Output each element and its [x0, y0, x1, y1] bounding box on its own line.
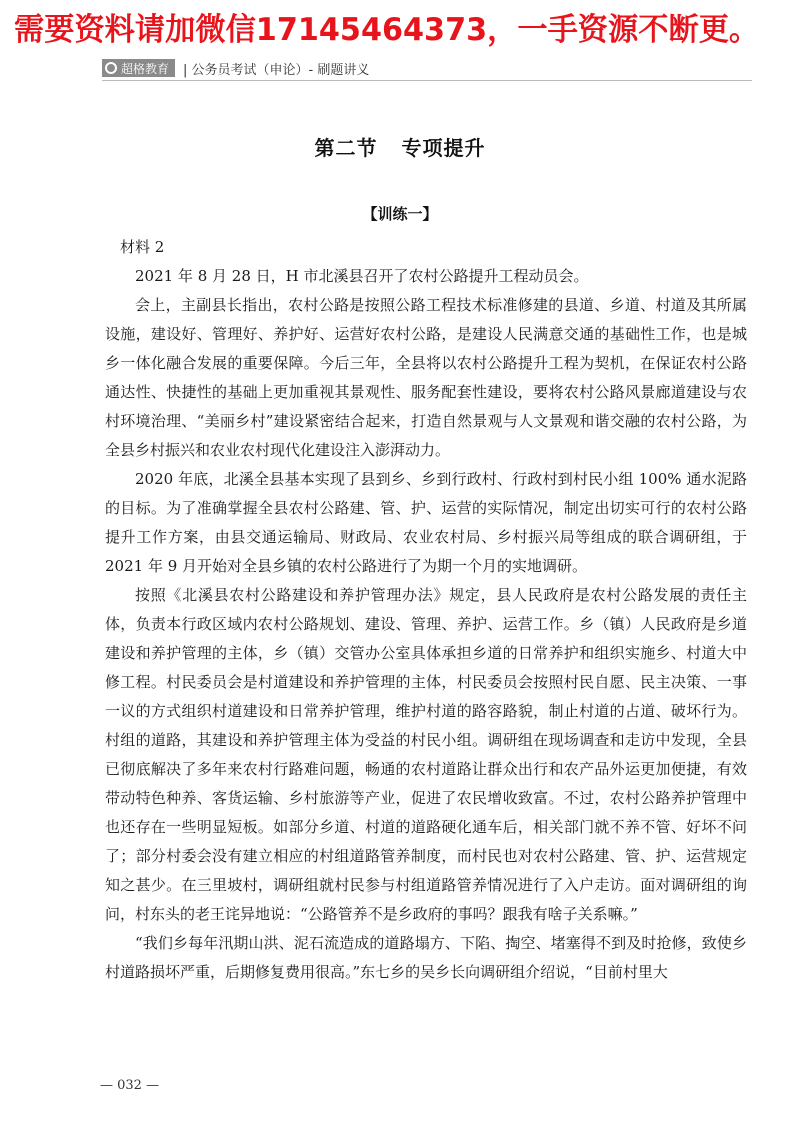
logo-text: 超格教育: [121, 61, 170, 76]
g-circle-icon: [105, 62, 117, 74]
paragraph: “我们乡每年汛期山洪、泥石流造成的道路塌方、下陷、掏空、堵塞得不到及时抢修，致使乡村道路损坏严重，后期修复费用很高。”东七乡的吴乡长向调研组介绍说，“目前村里大: [105, 934, 747, 981]
publisher-logo: [102, 59, 175, 77]
exercise-title: 【训练一】: [362, 205, 438, 223]
paragraph: 按照《北溪县农村公路建设和养护管理办法》规定，县人民政府是农村公路发展的责任主体，负责本行政区域内农村公路规划、建设、管理、养护、运营工作。乡（镇）人民政府是乡道建设和养护管理的主体，乡（镇）交管办公室具体承担乡道的日常养护和组织实施乡、村道大中修工程。村民委员会是村道建设和养护管理的主体，村民委员会按照村民自愿、民主决策、一事一议的方式组织村道建设和日常养护管理，维护村道的路容路貌，制止村道的占道、破坏行为。村组的道路，其建设和养护管理主体为受益的村民小组。调研组在现场调查和走访中发现，全县已彻底解决了多年来农村行路难问题，畅通的农村道路让群众出行和农产品外运更加便捷，有效带动特色种养、客货运输、乡村旅游等产业，促进了农民增收致富。不过，农村公路养护管理中也还存在一些明显短板。如部分乡道、村道的道路硬化通车后，相关部门就不养不管、好坏不问了；部分村委会没有建立相应的村组道路管养制度，而村民也对农村公路建、管、护、运营规定知之甚少。在三里坡村，调研组就村民参与村组道路管养情况进行了入户走访。面对调研组的询问，村东头的老王诧异地说：“公路管养不是乡政府的事吗？跟我有啥子关系嘛。”: [105, 586, 747, 923]
paragraph: 会上，主副县长指出，农村公路是按照公路工程技术标准修建的县道、乡道、村道及其所属设施，建设好、管理好、养护好、运营好农村公路，是建设人民满意交通的基础性工作，也是城乡一体化融合发展的重要保障。今后三年，全县将以农村公路提升工程为契机，在保证农村公路通达性、快捷性的基础上更加重视其景观性、服务配套性建设，要将农村公路风景廊道建设与农村环境治理、“美丽乡村”建设紧密结合起来，打造自然景观与人文景观和谐交融的农村公路，为全县乡村振兴和农业农村现代化建设注入澎湃动力。: [105, 296, 747, 459]
document-body: [105, 233, 747, 987]
header-title: | 公务员考试（申论）- 刷题讲义: [183, 62, 370, 78]
page-number: — 032 —: [100, 1078, 160, 1093]
material-label: 材料 2: [120, 238, 165, 256]
paragraph: 2020 年底，北溪全县基本实现了县到乡、乡到行政村、行政村到村民小组 100% 通水泥路的目标。为了准确掌握全县农村公路建、管、护、运营的实际情况，制定出切实可行的农村公路提升工作方案，由县交通运输局、财政局、农业农村局、乡村振兴局等组成的联合调研组，于 2021 年 9 月开始对全县乡镇的农村公路进行了为期一个月的实地调研。: [105, 470, 747, 575]
section-name: 专项提升: [401, 136, 486, 160]
paragraph: 2021 年 8 月 28 日，H 市北溪县召开了农村公路提升工程动员会。: [135, 267, 589, 285]
header-divider: [102, 80, 752, 81]
watermark-banner: 需要资料请加微信17145464373，一手资源不断更。: [14, 12, 760, 48]
section-number: 第二节: [314, 136, 378, 160]
page-header: [102, 58, 369, 78]
section-title: [0, 132, 800, 161]
